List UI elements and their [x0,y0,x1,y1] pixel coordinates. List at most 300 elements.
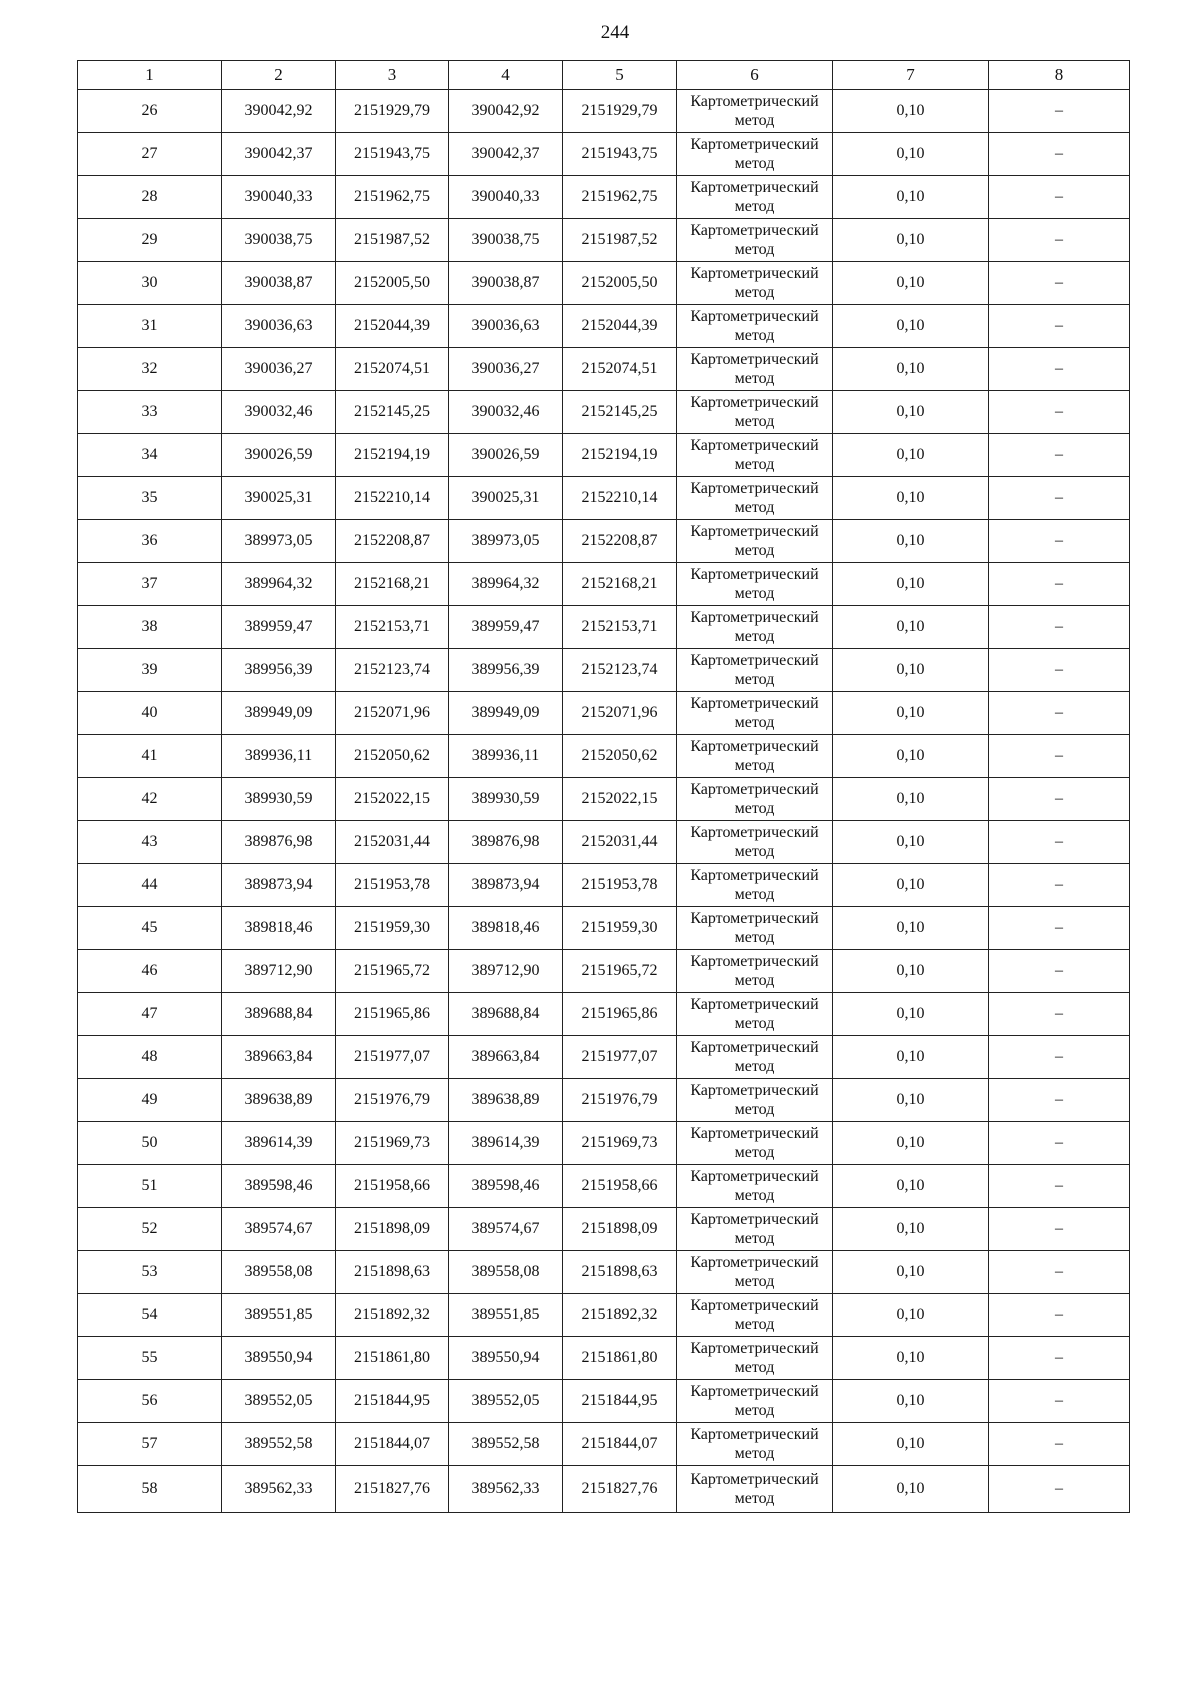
cell-col-5: 2152031,44 [563,821,677,864]
method-line: Картометрический [690,1039,819,1056]
cell-col-5: 2151977,07 [563,1036,677,1079]
cell-col-7: 0,10 [833,1122,989,1165]
cell-col-8: – [989,950,1130,993]
table-row [78,821,1130,864]
method-cell [677,649,833,692]
cell-col-2: 390032,46 [222,391,336,434]
cell-col-1: 34 [78,434,222,477]
method-cell [677,348,833,391]
table-row [78,563,1130,606]
table-row [78,90,1130,133]
cell-col-3: 2152022,15 [336,778,449,821]
method-line: метод [734,671,775,688]
method-line: Картометрический [690,265,819,282]
method-line: метод [734,800,775,817]
cell-col-5: 2151969,73 [563,1122,677,1165]
cell-col-3: 2151898,63 [336,1251,449,1294]
cell-col-5: 2152168,21 [563,563,677,606]
cell-col-4: 389936,11 [449,735,563,778]
method-line: Картометрический [690,179,819,196]
cell-col-2: 390040,33 [222,176,336,219]
table-row [78,950,1130,993]
method-cell [677,950,833,993]
method-line: Картометрический [690,1340,819,1357]
table-row [78,1337,1130,1380]
method-line: Картометрический [690,566,819,583]
cell-col-3: 2152044,39 [336,305,449,348]
table-row [78,735,1130,778]
method-line: Картометрический [690,609,819,626]
table-row [78,348,1130,391]
cell-col-3: 2151827,76 [336,1466,449,1513]
cell-col-2: 389663,84 [222,1036,336,1079]
cell-col-7: 0,10 [833,391,989,434]
method-line: метод [734,542,775,559]
cell-col-7: 0,10 [833,993,989,1036]
table-row [78,1380,1130,1423]
cell-col-1: 48 [78,1036,222,1079]
method-cell [677,1036,833,1079]
cell-col-8: – [989,1294,1130,1337]
cell-col-2: 389873,94 [222,864,336,907]
cell-col-3: 2151844,07 [336,1423,449,1466]
method-line: метод [734,327,775,344]
cell-col-5: 2152153,71 [563,606,677,649]
cell-col-8: – [989,520,1130,563]
cell-col-8: – [989,1337,1130,1380]
cell-col-2: 390026,59 [222,434,336,477]
method-line: метод [734,1101,775,1118]
cell-col-4: 389949,09 [449,692,563,735]
cell-col-5: 2152044,39 [563,305,677,348]
cell-col-8: – [989,305,1130,348]
cell-col-3: 2152194,19 [336,434,449,477]
cell-col-1: 46 [78,950,222,993]
method-line: Картометрический [690,1471,819,1488]
cell-col-8: – [989,434,1130,477]
cell-col-7: 0,10 [833,520,989,563]
cell-col-7: 0,10 [833,1380,989,1423]
method-line: Картометрический [690,437,819,454]
cell-col-1: 36 [78,520,222,563]
cell-col-5: 2151898,09 [563,1208,677,1251]
method-line: Картометрический [690,910,819,927]
cell-col-2: 389876,98 [222,821,336,864]
cell-col-2: 389552,58 [222,1423,336,1466]
method-cell [677,1165,833,1208]
method-cell [677,907,833,950]
cell-col-8: – [989,778,1130,821]
cell-col-3: 2152031,44 [336,821,449,864]
cell-col-5: 2151892,32 [563,1294,677,1337]
cell-col-1: 53 [78,1251,222,1294]
method-line: Картометрический [690,480,819,497]
table-body [78,90,1130,1513]
cell-col-4: 390036,27 [449,348,563,391]
page-number: 244 [600,22,630,43]
cell-col-7: 0,10 [833,1165,989,1208]
cell-col-8: – [989,90,1130,133]
method-line: Картометрический [690,824,819,841]
column-header: 1 [78,61,222,90]
cell-col-1: 39 [78,649,222,692]
table-row [78,692,1130,735]
method-line: Картометрический [690,695,819,712]
cell-col-8: – [989,262,1130,305]
cell-col-1: 54 [78,1294,222,1337]
method-line: метод [734,1144,775,1161]
method-line: метод [734,843,775,860]
cell-col-3: 2152074,51 [336,348,449,391]
coordinates-table [77,60,1130,1513]
method-cell [677,1294,833,1337]
method-cell [677,219,833,262]
cell-col-5: 2151959,30 [563,907,677,950]
cell-col-4: 390026,59 [449,434,563,477]
table-row [78,864,1130,907]
table-row [78,520,1130,563]
cell-col-7: 0,10 [833,1466,989,1513]
cell-col-8: – [989,864,1130,907]
cell-col-2: 389614,39 [222,1122,336,1165]
cell-col-4: 389712,90 [449,950,563,993]
table-row [78,1208,1130,1251]
method-line: Картометрический [690,308,819,325]
cell-col-1: 58 [78,1466,222,1513]
cell-col-2: 389598,46 [222,1165,336,1208]
method-line: метод [734,1445,775,1462]
method-line: метод [734,972,775,989]
cell-col-8: – [989,606,1130,649]
cell-col-1: 40 [78,692,222,735]
cell-col-7: 0,10 [833,1423,989,1466]
table-row [78,1036,1130,1079]
cell-col-8: – [989,1122,1130,1165]
cell-col-4: 389614,39 [449,1122,563,1165]
cell-col-2: 389964,32 [222,563,336,606]
cell-col-8: – [989,1380,1130,1423]
cell-col-8: – [989,692,1130,735]
cell-col-5: 2152005,50 [563,262,677,305]
cell-col-1: 42 [78,778,222,821]
cell-col-4: 390025,31 [449,477,563,520]
cell-col-1: 27 [78,133,222,176]
method-line: Картометрический [690,136,819,153]
method-line: метод [734,1058,775,1075]
cell-col-3: 2151844,95 [336,1380,449,1423]
table-row [78,1079,1130,1122]
cell-col-5: 2151943,75 [563,133,677,176]
table-row [78,434,1130,477]
method-cell [677,1122,833,1165]
cell-col-5: 2151965,86 [563,993,677,1036]
cell-col-1: 43 [78,821,222,864]
method-line: Картометрический [690,996,819,1013]
cell-col-3: 2151929,79 [336,90,449,133]
cell-col-1: 29 [78,219,222,262]
method-cell [677,606,833,649]
cell-col-4: 389552,58 [449,1423,563,1466]
cell-col-4: 389550,94 [449,1337,563,1380]
method-line: Картометрический [690,1082,819,1099]
method-line: Картометрический [690,1211,819,1228]
cell-col-1: 56 [78,1380,222,1423]
method-line: метод [734,1359,775,1376]
cell-col-5: 2152022,15 [563,778,677,821]
method-line: метод [734,112,775,129]
method-line: метод [734,1273,775,1290]
method-cell [677,563,833,606]
cell-col-7: 0,10 [833,1079,989,1122]
cell-col-2: 390036,27 [222,348,336,391]
method-cell [677,305,833,348]
cell-col-8: – [989,133,1130,176]
table-row [78,477,1130,520]
method-line: метод [734,886,775,903]
method-cell [677,1466,833,1513]
cell-col-1: 45 [78,907,222,950]
cell-col-1: 31 [78,305,222,348]
cell-col-2: 389638,89 [222,1079,336,1122]
cell-col-5: 2152194,19 [563,434,677,477]
table-row [78,1122,1130,1165]
method-line: метод [734,284,775,301]
cell-col-2: 390025,31 [222,477,336,520]
cell-col-7: 0,10 [833,778,989,821]
cell-col-4: 389973,05 [449,520,563,563]
cell-col-7: 0,10 [833,1251,989,1294]
method-line: Картометрический [690,93,819,110]
cell-col-7: 0,10 [833,864,989,907]
cell-col-4: 390040,33 [449,176,563,219]
cell-col-3: 2152050,62 [336,735,449,778]
method-line: Картометрический [690,394,819,411]
cell-col-3: 2151965,72 [336,950,449,993]
cell-col-2: 389551,85 [222,1294,336,1337]
table-row [78,1466,1130,1513]
cell-col-7: 0,10 [833,305,989,348]
cell-col-1: 55 [78,1337,222,1380]
cell-col-1: 41 [78,735,222,778]
cell-col-1: 57 [78,1423,222,1466]
cell-col-1: 30 [78,262,222,305]
cell-col-1: 47 [78,993,222,1036]
cell-col-2: 389712,90 [222,950,336,993]
cell-col-7: 0,10 [833,1337,989,1380]
method-line: метод [734,1187,775,1204]
method-cell [677,1079,833,1122]
cell-col-4: 389663,84 [449,1036,563,1079]
cell-col-3: 2151977,07 [336,1036,449,1079]
cell-col-5: 2152145,25 [563,391,677,434]
cell-col-4: 389876,98 [449,821,563,864]
method-line: Картометрический [690,738,819,755]
cell-col-3: 2151959,30 [336,907,449,950]
cell-col-3: 2152153,71 [336,606,449,649]
cell-col-4: 389964,32 [449,563,563,606]
cell-col-5: 2151965,72 [563,950,677,993]
method-cell [677,1251,833,1294]
method-line: метод [734,155,775,172]
method-line: Картометрический [690,1254,819,1271]
cell-col-5: 2152071,96 [563,692,677,735]
cell-col-8: – [989,219,1130,262]
table-row [78,1294,1130,1337]
cell-col-2: 390038,87 [222,262,336,305]
cell-col-7: 0,10 [833,907,989,950]
method-cell [677,477,833,520]
cell-col-2: 389959,47 [222,606,336,649]
cell-col-7: 0,10 [833,950,989,993]
method-line: метод [734,714,775,731]
method-line: метод [734,413,775,430]
method-cell [677,262,833,305]
method-cell [677,434,833,477]
cell-col-3: 2151861,80 [336,1337,449,1380]
cell-col-8: – [989,1423,1130,1466]
table-row [78,391,1130,434]
cell-col-8: – [989,176,1130,219]
column-header: 7 [833,61,989,90]
cell-col-4: 390042,92 [449,90,563,133]
method-cell [677,391,833,434]
method-cell [677,778,833,821]
cell-col-2: 389936,11 [222,735,336,778]
method-line: Картометрический [690,781,819,798]
cell-col-8: – [989,563,1130,606]
method-cell [677,176,833,219]
method-line: Картометрический [690,652,819,669]
cell-col-4: 389552,05 [449,1380,563,1423]
cell-col-3: 2152145,25 [336,391,449,434]
table-row [78,133,1130,176]
cell-col-7: 0,10 [833,262,989,305]
cell-col-8: – [989,1165,1130,1208]
cell-col-5: 2151929,79 [563,90,677,133]
method-line: Картометрический [690,1426,819,1443]
cell-col-7: 0,10 [833,434,989,477]
cell-col-1: 37 [78,563,222,606]
table-row [78,606,1130,649]
method-line: метод [734,241,775,258]
column-header: 6 [677,61,833,90]
cell-col-7: 0,10 [833,1294,989,1337]
cell-col-4: 389818,46 [449,907,563,950]
method-line: метод [734,1230,775,1247]
cell-col-8: – [989,477,1130,520]
cell-col-2: 389574,67 [222,1208,336,1251]
method-line: метод [734,1015,775,1032]
cell-col-8: – [989,1208,1130,1251]
cell-col-5: 2151898,63 [563,1251,677,1294]
method-line: метод [734,929,775,946]
column-number-row [78,61,1130,90]
cell-col-5: 2151953,78 [563,864,677,907]
method-cell [677,1337,833,1380]
cell-col-3: 2151958,66 [336,1165,449,1208]
cell-col-3: 2151943,75 [336,133,449,176]
cell-col-4: 389959,47 [449,606,563,649]
cell-col-3: 2151969,73 [336,1122,449,1165]
cell-col-7: 0,10 [833,477,989,520]
method-line: метод [734,499,775,516]
cell-col-5: 2151962,75 [563,176,677,219]
cell-col-7: 0,10 [833,1036,989,1079]
cell-col-8: – [989,821,1130,864]
cell-col-5: 2151861,80 [563,1337,677,1380]
cell-col-2: 389558,08 [222,1251,336,1294]
method-cell [677,1208,833,1251]
table-row [78,778,1130,821]
cell-col-5: 2152123,74 [563,649,677,692]
cell-col-4: 389574,67 [449,1208,563,1251]
method-line: метод [734,456,775,473]
cell-col-8: – [989,649,1130,692]
cell-col-5: 2151827,76 [563,1466,677,1513]
cell-col-2: 390042,37 [222,133,336,176]
cell-col-5: 2152208,87 [563,520,677,563]
column-header: 3 [336,61,449,90]
cell-col-7: 0,10 [833,692,989,735]
cell-col-8: – [989,735,1130,778]
cell-col-3: 2151962,75 [336,176,449,219]
table-row [78,1423,1130,1466]
method-line: метод [734,1402,775,1419]
cell-col-5: 2152210,14 [563,477,677,520]
cell-col-3: 2151953,78 [336,864,449,907]
cell-col-1: 50 [78,1122,222,1165]
cell-col-2: 390042,92 [222,90,336,133]
method-cell [677,1380,833,1423]
method-line: метод [734,1316,775,1333]
cell-col-4: 389688,84 [449,993,563,1036]
cell-col-2: 389562,33 [222,1466,336,1513]
method-line: Картометрический [690,1383,819,1400]
method-line: метод [734,628,775,645]
method-cell [677,90,833,133]
method-line: Картометрический [690,1125,819,1142]
cell-col-8: – [989,348,1130,391]
cell-col-7: 0,10 [833,176,989,219]
cell-col-7: 0,10 [833,606,989,649]
cell-col-4: 389562,33 [449,1466,563,1513]
method-line: Картометрический [690,523,819,540]
column-header: 2 [222,61,336,90]
cell-col-4: 390036,63 [449,305,563,348]
cell-col-2: 389550,94 [222,1337,336,1380]
method-line: метод [734,370,775,387]
cell-col-2: 390038,75 [222,219,336,262]
method-line: Картометрический [690,1297,819,1314]
cell-col-5: 2152050,62 [563,735,677,778]
method-line: Картометрический [690,867,819,884]
table-row [78,1251,1130,1294]
table-row [78,1165,1130,1208]
cell-col-4: 390032,46 [449,391,563,434]
cell-col-7: 0,10 [833,735,989,778]
cell-col-4: 389956,39 [449,649,563,692]
cell-col-1: 28 [78,176,222,219]
cell-col-7: 0,10 [833,821,989,864]
cell-col-2: 390036,63 [222,305,336,348]
method-cell [677,692,833,735]
column-header: 5 [563,61,677,90]
cell-col-4: 389930,59 [449,778,563,821]
method-line: Картометрический [690,351,819,368]
cell-col-3: 2152208,87 [336,520,449,563]
cell-col-5: 2151976,79 [563,1079,677,1122]
cell-col-1: 51 [78,1165,222,1208]
